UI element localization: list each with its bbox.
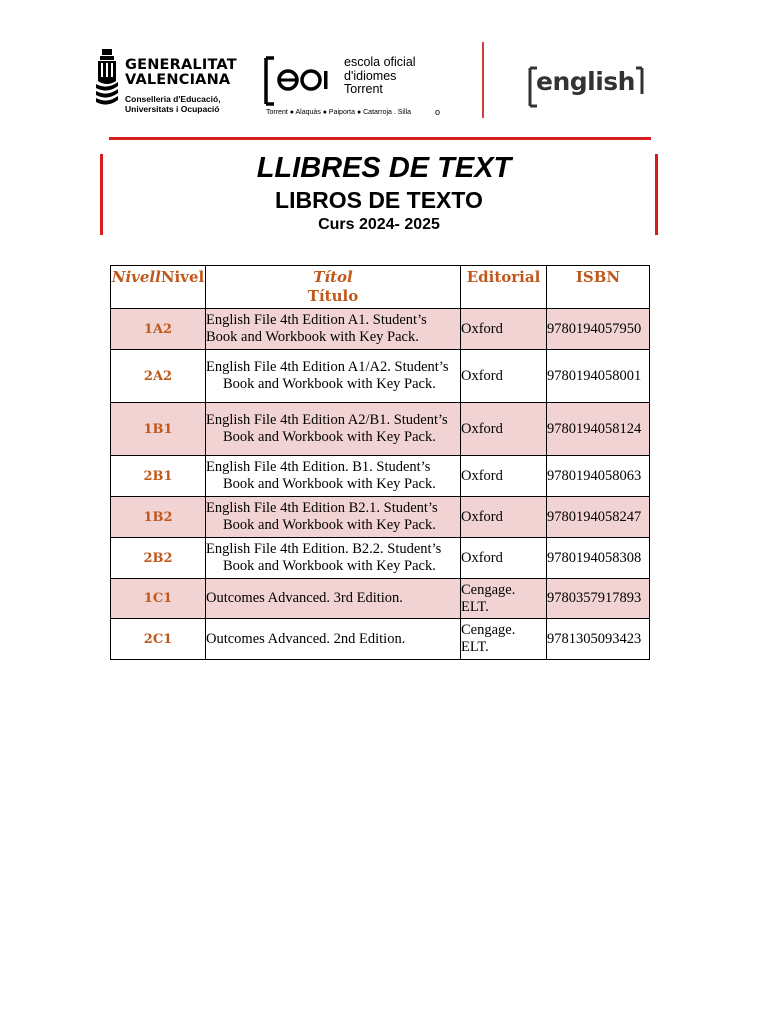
table-row [111, 497, 650, 538]
row-isbn: 9780194058247 [547, 497, 650, 538]
english-department-logo [526, 64, 646, 108]
row-publisher: Cengage. ELT. [461, 579, 547, 619]
eoi-stray-letter: o [435, 107, 441, 117]
row-level: 1B2 [111, 497, 206, 538]
conselleria-name: Conselleria d'Educació, Universitats i Ocupació [125, 94, 221, 114]
row-publisher: Oxford [461, 538, 547, 579]
header-divider [482, 42, 484, 118]
course-year: Curs 2024- 2025 [318, 216, 440, 233]
row-publisher: Oxford [461, 309, 547, 350]
header-title: Títol Título [206, 266, 461, 309]
header-level: NivellNivel [111, 266, 206, 309]
eoi-school-name: escola oficial d'idiomes Torrent [344, 55, 416, 96]
row-level: 1A2 [111, 309, 206, 350]
row-title: English File 4th Edition. B2.2. Student’s Book and Workbook with Key Pack. [206, 538, 461, 579]
row-isbn: 9780194058308 [547, 538, 650, 579]
table-row [111, 538, 650, 579]
generalitat-crest-icon [94, 48, 120, 108]
row-title: English File 4th Edition. B1. Student’s Book and Workbook with Key Pack. [206, 456, 461, 497]
row-level: 2C1 [111, 619, 206, 660]
row-level: 1B1 [111, 403, 206, 456]
row-isbn: 9781305093423 [547, 619, 650, 660]
table-row [111, 579, 650, 619]
header-isbn: ISBN [547, 266, 650, 309]
table-row [111, 350, 650, 403]
row-level: 2B1 [111, 456, 206, 497]
eoi-bracket-mark [264, 54, 338, 108]
textbook-table [110, 265, 650, 660]
table-row [111, 456, 650, 497]
row-title: Outcomes Advanced. 3rd Edition. [206, 579, 461, 619]
row-publisher: Cengage. ELT. [461, 619, 547, 660]
row-isbn: 9780357917893 [547, 579, 650, 619]
english-logo-text: english [536, 67, 635, 96]
row-isbn: 9780194058063 [547, 456, 650, 497]
row-level: 1C1 [111, 579, 206, 619]
title-catalan: LLIBRES DE TEXT [256, 152, 512, 184]
table-header-row [111, 266, 650, 309]
row-isbn: 9780194058001 [547, 350, 650, 403]
row-title: English File 4th Edition A1. Student’s Book and Workbook with Key Pack. [206, 309, 461, 350]
generalitat-name: GENERALITAT VALENCIANA [125, 57, 237, 88]
table-row [111, 403, 650, 456]
row-level: 2A2 [111, 350, 206, 403]
table-body [111, 309, 650, 660]
table-row [111, 309, 650, 350]
header-publisher: Editorial [461, 266, 547, 309]
row-publisher: Oxford [461, 456, 547, 497]
eoi-locations: Torrent ● Alaquàs ● Paiporta ● Catarroja . Silla [266, 109, 411, 116]
eoi-torrent-logo [264, 54, 464, 124]
row-isbn: 9780194058124 [547, 403, 650, 456]
row-title: English File 4th Edition B2.1. Student’s Book and Workbook with Key Pack. [206, 497, 461, 538]
row-isbn: 9780194057950 [547, 309, 650, 350]
row-title: Outcomes Advanced. 2nd Edition. [206, 619, 461, 660]
row-level: 2B2 [111, 538, 206, 579]
generalitat-valenciana-logo [94, 46, 244, 118]
header-rule [109, 137, 651, 140]
title-spanish: LIBROS DE TEXTO [275, 187, 483, 213]
row-title: English File 4th Edition A2/B1. Student’s Book and Workbook with Key Pack. [206, 403, 461, 456]
row-title: English File 4th Edition A1/A2. Student’s Book and Workbook with Key Pack. [206, 350, 461, 403]
row-publisher: Oxford [461, 350, 547, 403]
row-publisher: Oxford [461, 403, 547, 456]
row-publisher: Oxford [461, 497, 547, 538]
table-row [111, 619, 650, 660]
